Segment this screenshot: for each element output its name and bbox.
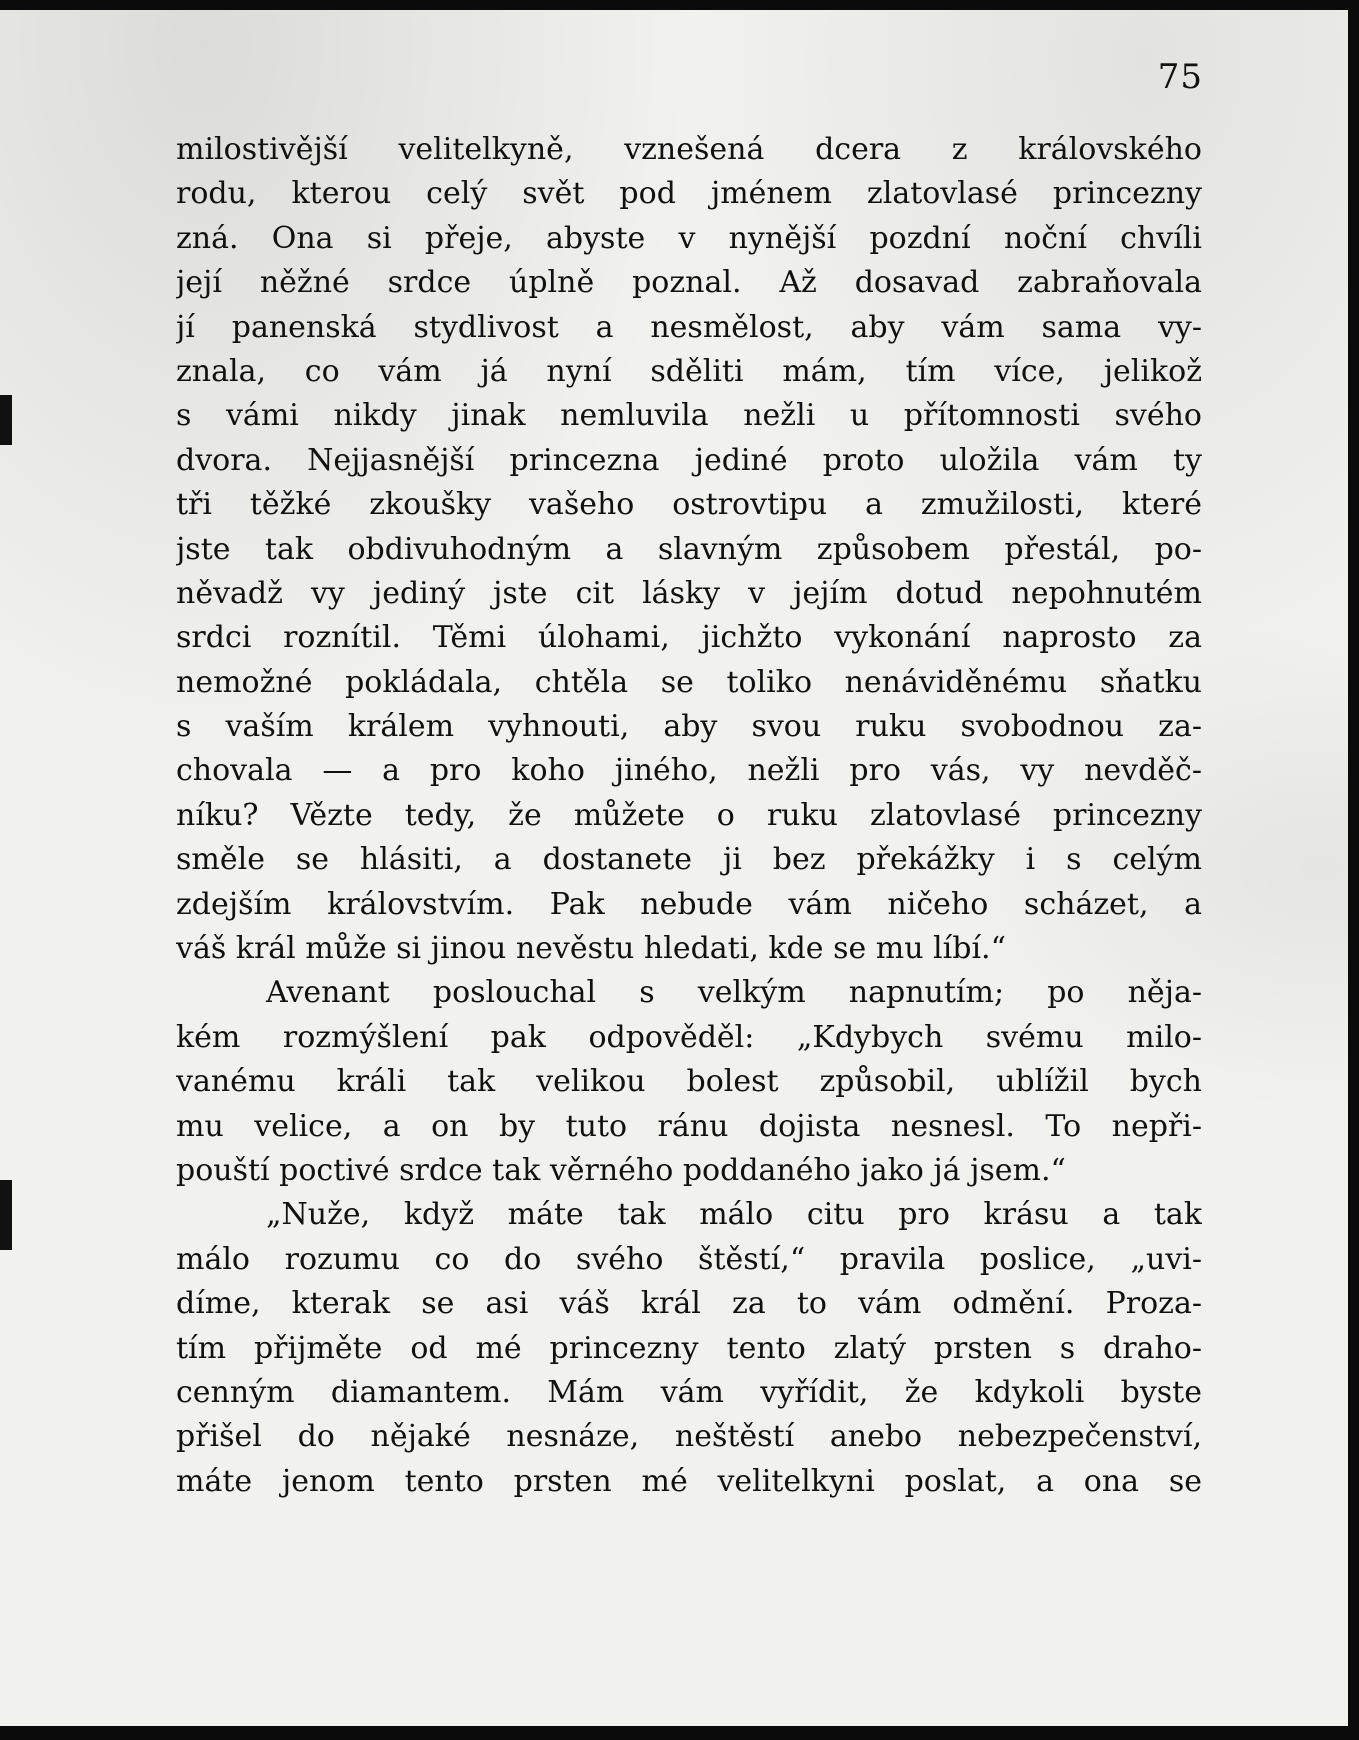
text-line: srdci roznítil. Těmi úlohami, jichžto vykonání naprosto za bbox=[176, 620, 1202, 656]
text-line: málo rozumu co do svého štěstí,“ pravila poslice, „uvi- bbox=[176, 1241, 1202, 1277]
text-line: jste tak obdivuhodným a slavným způsobem přestál, po- bbox=[176, 531, 1202, 567]
text-line: její něžné srdce úplně poznal. Až dosavad zabraňovala bbox=[176, 265, 1202, 301]
text-line: váš král může si jinou nevěstu hledati, kde se mu líbí.“ bbox=[176, 931, 1006, 967]
body-text bbox=[176, 128, 1202, 1504]
text-line: chovala — a pro koho jiného, nežli pro vás, vy nevděč- bbox=[176, 753, 1202, 789]
text-line: rodu, kterou celý svět pod jménem zlatovlasé princezny bbox=[176, 176, 1202, 212]
text-line: jí panenská stydlivost a nesmělost, aby vám sama vy- bbox=[176, 309, 1202, 345]
text-line: cenným diamantem. Mám vám vyřídit, že kdykoli byste bbox=[176, 1374, 1202, 1410]
binding-mark bbox=[0, 395, 12, 445]
binding-mark bbox=[0, 1180, 12, 1250]
text-line: vanému králi tak velikou bolest způsobil, ublížil bych bbox=[176, 1064, 1202, 1100]
text-line: mu velice, a on by tuto ránu dojista nesnesl. To nepři- bbox=[176, 1108, 1202, 1144]
text-line: „Nuže, když máte tak málo citu pro krásu a tak bbox=[266, 1197, 1202, 1233]
text-line: něvadž vy jediný jste cit lásky v jejím dotud nepohnutém bbox=[176, 575, 1202, 611]
text-line: dvora. Nejjasnější princezna jediné proto uložila vám ty bbox=[176, 442, 1202, 478]
text-line: směle se hlásiti, a dostanete ji bez překážky i s celým bbox=[176, 842, 1202, 878]
text-line: nemožné pokládala, chtěla se toliko nenáviděnému sňatku bbox=[176, 664, 1202, 700]
page-number: 75 bbox=[1157, 57, 1203, 97]
text-line: přišel do nějaké nesnáze, neštěstí anebo nebezpečenství, bbox=[176, 1419, 1202, 1455]
text-line: tím přijměte od mé princezny tento zlatý prsten s draho- bbox=[176, 1330, 1202, 1366]
text-line: Avenant poslouchal s velkým napnutím; po něja- bbox=[266, 975, 1202, 1011]
text-line: zná. Ona si přeje, abyste v nynější pozdní noční chvíli bbox=[176, 220, 1202, 256]
text-line: tři těžké zkoušky vašeho ostrovtipu a zmužilosti, které bbox=[176, 487, 1202, 523]
text-line: máte jenom tento prsten mé velitelkyni poslat, a ona se bbox=[176, 1463, 1202, 1499]
text-line: s vámi nikdy jinak nemluvila nežli u přítomnosti svého bbox=[176, 398, 1202, 434]
text-line: níku? Vězte tedy, že můžete o ruku zlatovlasé princezny bbox=[176, 797, 1202, 833]
book-page bbox=[0, 10, 1348, 1726]
text-line: milostivější velitelkyně, vznešená dcera z královského bbox=[176, 132, 1202, 167]
text-line: zdejším královstvím. Pak nebude vám ničeho scházet, a bbox=[176, 886, 1202, 922]
text-line: pouští poctivé srdce tak věrného poddaného jako já jsem.“ bbox=[176, 1152, 1066, 1188]
text-line: znala, co vám já nyní sděliti mám, tím více, jelikož bbox=[176, 353, 1202, 389]
text-line: s vaším králem vyhnouti, aby svou ruku svobodnou za- bbox=[176, 709, 1202, 745]
text-line: díme, kterak se asi váš král za to vám odmění. Proza- bbox=[176, 1286, 1202, 1322]
text-line: kém rozmýšlení pak odpověděl: „Kdybych svému milo- bbox=[176, 1019, 1202, 1055]
